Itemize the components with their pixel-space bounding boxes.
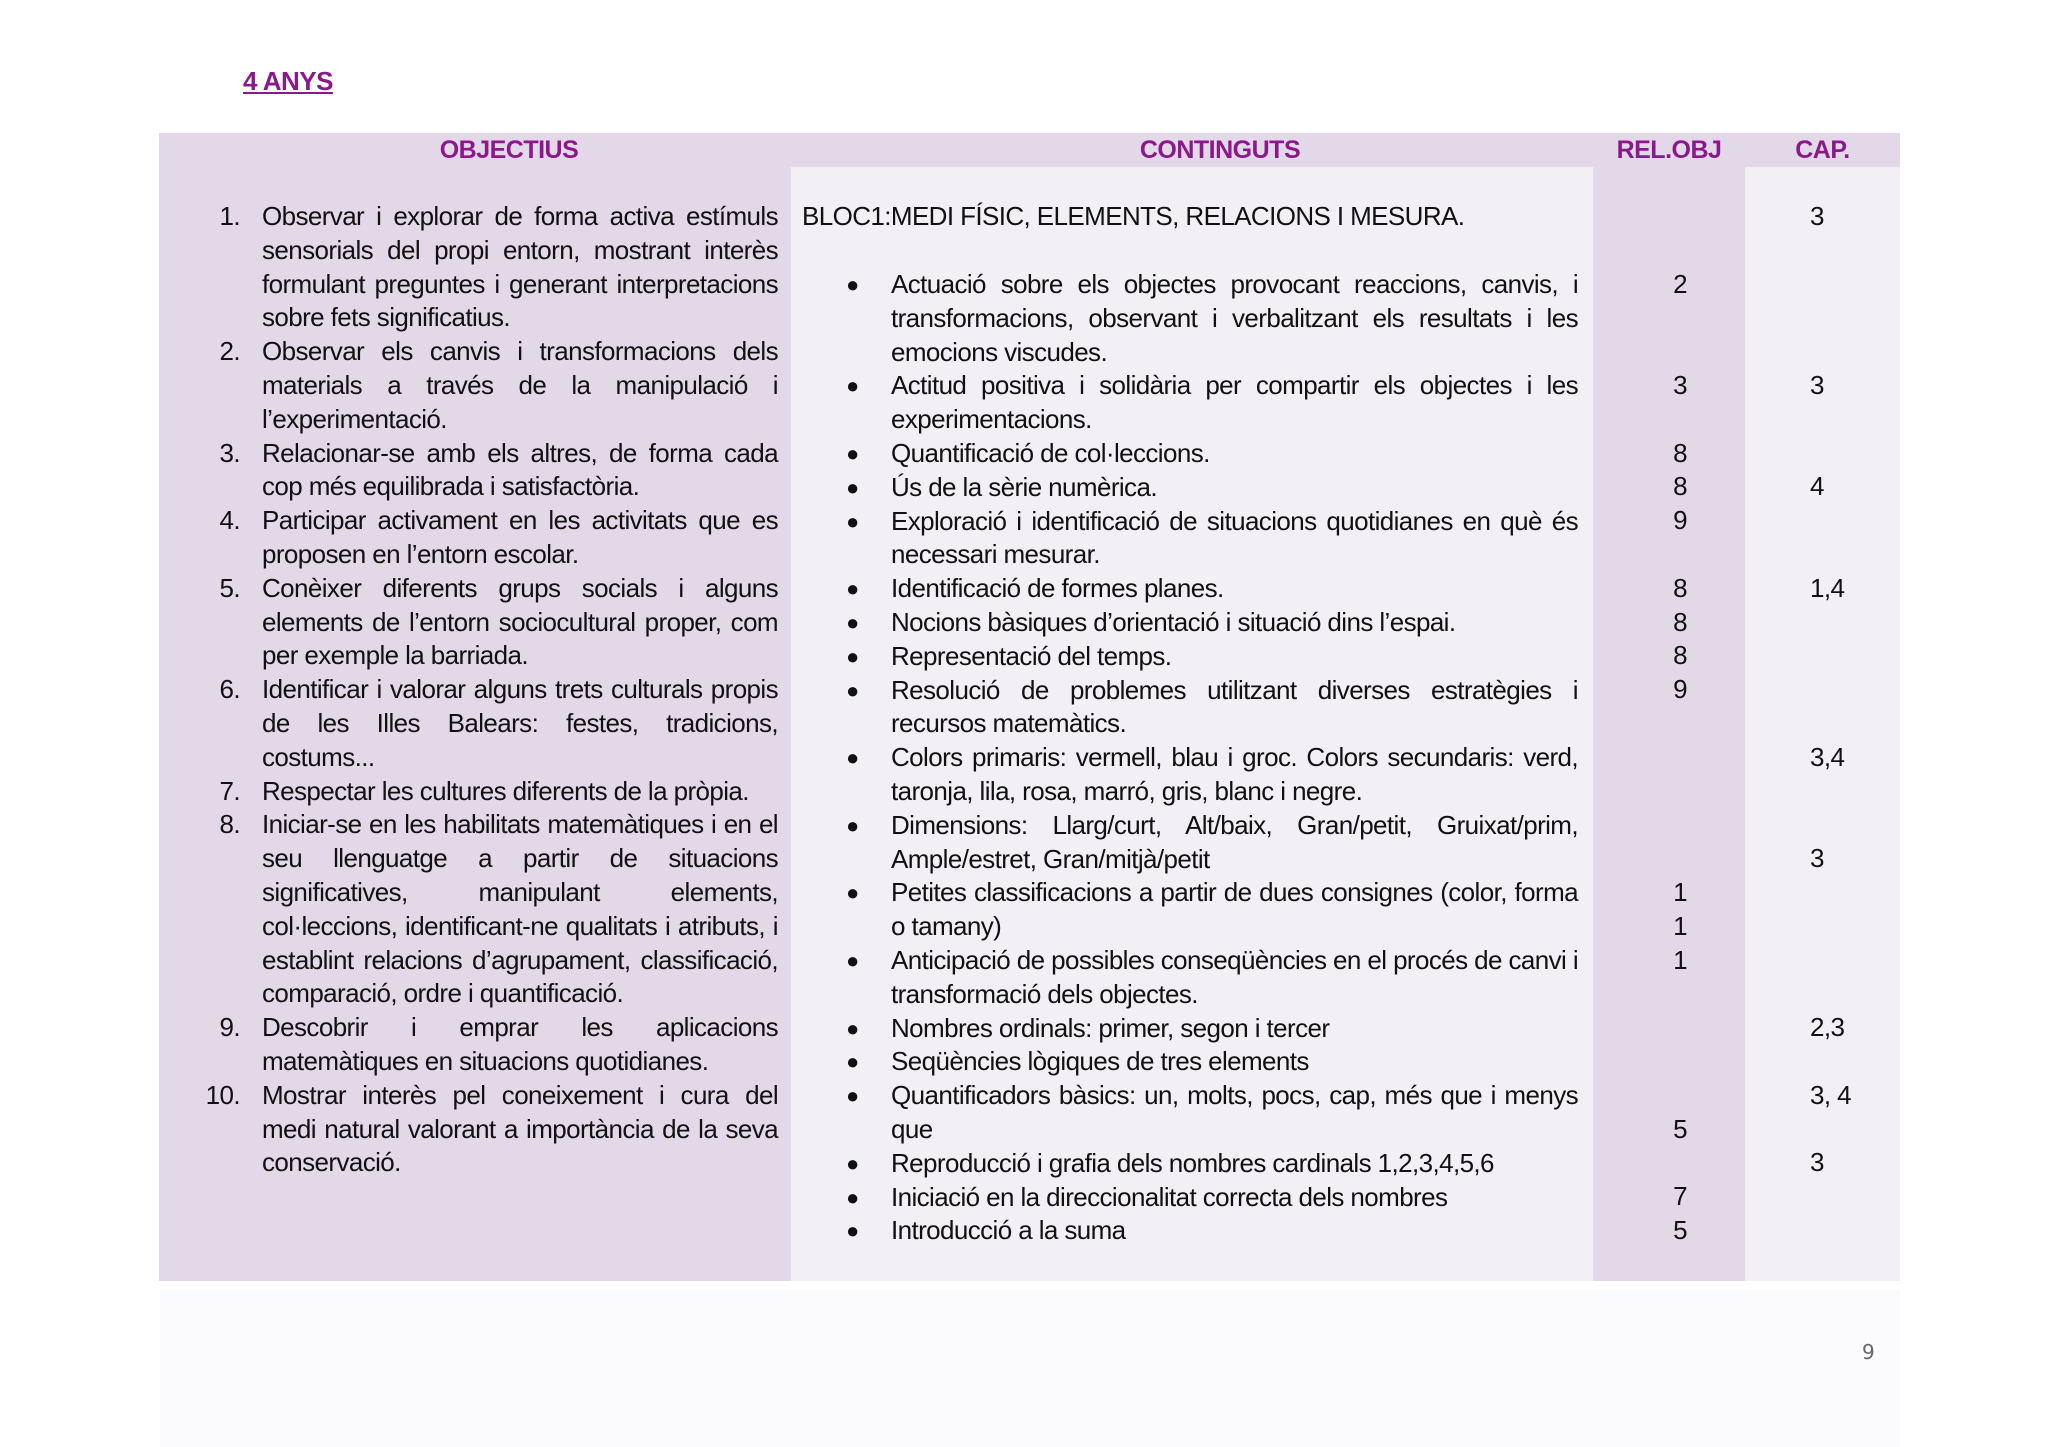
header-rel-obj: REL.OBJ <box>1616 136 1722 164</box>
content-text: Identificació de formes planes. <box>891 573 1224 604</box>
contents-list <box>846 268 1578 1248</box>
bullet-icon: ● <box>846 1049 859 1075</box>
cap-value: 3 <box>1810 843 1824 874</box>
page-background-tint <box>160 1290 1900 1447</box>
rel-obj-value: 3 <box>1673 370 1687 400</box>
rel-obj-column <box>1593 133 1745 1281</box>
objective-number: 3. <box>219 437 240 468</box>
bullet-icon: ● <box>846 1218 859 1244</box>
rel-obj-value: 8 <box>1673 437 1687 468</box>
cap-value: 2,3 <box>1810 1012 1845 1043</box>
objective-number: 1. <box>219 201 240 231</box>
objective-item <box>200 1011 778 1079</box>
bullet-icon: ● <box>846 880 859 906</box>
bullet-icon: ● <box>846 508 859 534</box>
page-title: 4 ANYS <box>243 66 333 96</box>
rel-obj-value: 5 <box>1673 1215 1687 1245</box>
bullet-icon: ● <box>846 576 859 602</box>
bullet-icon: ● <box>846 677 859 703</box>
objective-item <box>200 437 778 505</box>
objectives-list <box>200 200 778 1180</box>
content-text: Petites classificacions a partir de dues consignes (color, forma o tamany) <box>891 877 1578 942</box>
objective-item <box>200 1079 778 1180</box>
rel-obj-value: 9 <box>1673 505 1687 536</box>
bullet-icon: ● <box>846 1083 859 1109</box>
objective-text: Respectar les cultures diferents de la pròpia. <box>262 775 749 806</box>
bullet-icon: ● <box>846 1015 859 1041</box>
content-item <box>846 674 1578 742</box>
cap-value: 3 <box>1810 370 1824 400</box>
rel-obj-value: 8 <box>1673 640 1687 671</box>
objective-item <box>200 200 778 335</box>
bullet-icon: ● <box>846 474 859 500</box>
bloc-title: BLOC1:MEDI FÍSIC, ELEMENTS, RELACIONS I MESURA. <box>802 201 1465 231</box>
objective-item <box>200 504 778 572</box>
content-text: Exploració i identificació de situacions quotidianes en què és necessari mesurar. <box>891 505 1578 570</box>
objective-text: Participar activament en les activitats que es proposen en l’entorn escolar. <box>262 505 778 569</box>
objective-text: Observar els canvis i transformacions dels materials a través de la manipulació i l’experimentació. <box>262 336 778 434</box>
rel-obj-value: 2 <box>1673 268 1687 299</box>
objective-text: Relacionar-se amb els altres, de forma cada cop més equilibrada i satisfactòria. <box>262 437 778 502</box>
content-item <box>846 741 1578 809</box>
objective-text: Identificar i valorar alguns trets culturals propis de les Illes Balears: festes, tradicions, costums... <box>262 674 778 772</box>
content-text: Iniciació en la direccionalitat correcta dels nombres <box>891 1181 1448 1212</box>
content-text: Quantificadors bàsics: un, molts, pocs, cap, més que i menys que <box>891 1080 1578 1144</box>
bullet-icon: ● <box>846 440 859 466</box>
rel-obj-value: 9 <box>1673 674 1687 705</box>
content-text: Introducció a la suma <box>891 1215 1126 1246</box>
objective-number: 10. <box>205 1079 240 1110</box>
objective-number: 4. <box>219 505 240 536</box>
content-text: Colors primaris: vermell, blau i groc. Colors secundaris: verd, taronja, lila, rosa, marró, gris, blanc i negre. <box>891 742 1578 806</box>
cap-value: 1,4 <box>1810 572 1845 603</box>
content-item <box>846 437 1578 471</box>
content-item <box>846 1181 1578 1215</box>
objective-item <box>200 572 778 673</box>
content-item <box>846 505 1578 573</box>
bullet-icon: ● <box>846 272 859 297</box>
objective-text: Conèixer diferents grups socials i alguns elements de l’entorn sociocultural proper, com per exemple la barriada. <box>262 572 778 671</box>
cap-value: 3 <box>1810 201 1824 231</box>
objective-item <box>200 808 778 1011</box>
objective-number: 8. <box>219 809 240 840</box>
content-item <box>846 1214 1578 1248</box>
content-text: Representació del temps. <box>891 640 1172 671</box>
content-item <box>846 1045 1578 1079</box>
rel-obj-value: 1 <box>1673 877 1687 907</box>
cap-value: 3,4 <box>1810 741 1845 772</box>
bullet-icon: ● <box>846 609 859 635</box>
rel-obj-value: 8 <box>1673 606 1687 637</box>
content-item <box>846 640 1578 674</box>
content-text: Dimensions: Llarg/curt, Alt/baix, Gran/petit, Gruixat/prim, Ample/estret, Gran/mitjà/petit <box>891 809 1578 874</box>
content-item <box>846 606 1578 640</box>
objective-number: 5. <box>219 572 240 603</box>
content-text: Seqüències lògiques de tres elements <box>891 1046 1309 1077</box>
objective-text: Descobrir i emprar les aplicacions matemàtiques en situacions quotidianes. <box>262 1012 778 1076</box>
objective-text: Iniciar-se en les habilitats matemàtiques i en el seu llenguatge a partir de situacions significatives, manipulant elements, col·leccions, identificant-ne qualitats i atributs, i establint relacions d’agrupament, classificació, comparació, ordre i quantificació. <box>262 809 778 1009</box>
content-item <box>846 944 1578 1012</box>
cap-value: 3 <box>1810 1147 1824 1178</box>
header-objectius: OBJECTIUS <box>439 136 579 164</box>
objective-number: 9. <box>219 1012 240 1043</box>
bullet-icon: ● <box>846 373 859 399</box>
content-text: Nocions bàsiques d’orientació i situació dins l’espai. <box>891 606 1456 637</box>
content-item <box>846 268 1578 369</box>
rel-obj-value: 8 <box>1673 471 1687 502</box>
content-item <box>846 471 1578 505</box>
content-text: Actuació sobre els objectes provocant reaccions, canvis, i transformacions, observant i verbalitzant els resultats i les emocions viscudes. <box>891 269 1578 367</box>
bullet-icon: ● <box>846 1150 859 1176</box>
rel-obj-value: 1 <box>1673 944 1687 975</box>
rel-obj-value: 5 <box>1673 1113 1687 1144</box>
bullet-icon: ● <box>846 643 859 669</box>
page-number: 9 <box>1862 1340 1875 1364</box>
rel-obj-value: 1 <box>1673 910 1687 941</box>
content-text: Nombres ordinals: primer, segon i tercer <box>891 1012 1330 1043</box>
content-text: Anticipació de possibles conseqüències en el procés de canvi i transformació dels objectes. <box>891 944 1578 1009</box>
objective-item <box>200 775 778 809</box>
objective-number: 2. <box>219 336 240 367</box>
content-item <box>846 809 1578 877</box>
header-cap: CAP. <box>1795 136 1850 164</box>
bullet-icon: ● <box>846 812 859 838</box>
rel-obj-value: 8 <box>1673 572 1687 603</box>
content-item <box>846 1012 1578 1046</box>
bullet-icon: ● <box>846 947 859 973</box>
cap-value: 4 <box>1810 471 1824 502</box>
objective-number: 6. <box>219 674 240 705</box>
cap-value: 3, 4 <box>1810 1079 1851 1110</box>
content-text: Actitud positiva i solidària per compartir els objectes i les experimentacions. <box>891 370 1578 435</box>
objective-item <box>200 335 778 436</box>
bullet-icon: ● <box>846 1184 859 1210</box>
content-text: Ús de la sèrie numèrica. <box>891 471 1157 502</box>
content-text: Quantificació de col·leccions. <box>891 437 1210 468</box>
objective-text: Observar i explorar de forma activa estímuls sensorials del propi entorn, mostrant interès formulant preguntes i generant interpretacions sobre fets significatius. <box>262 201 778 333</box>
rel-obj-value: 7 <box>1673 1181 1687 1212</box>
content-item <box>846 876 1578 944</box>
header-continguts: CONTINGUTS <box>1139 136 1301 164</box>
content-item <box>846 1079 1578 1147</box>
content-item <box>846 369 1578 437</box>
objective-item <box>200 673 778 774</box>
objective-number: 7. <box>219 775 240 806</box>
bullet-icon: ● <box>846 745 859 771</box>
content-item <box>846 572 1578 606</box>
content-item <box>846 1147 1578 1181</box>
content-text: Reproducció i grafia dels nombres cardinals 1,2,3,4,5,6 <box>891 1147 1494 1178</box>
content-text: Resolució de problemes utilitzant diverses estratègies i recursos matemàtics. <box>891 674 1578 739</box>
objective-text: Mostrar interès pel coneixement i cura del medi natural valorant a importància de la seva conservació. <box>262 1079 778 1178</box>
